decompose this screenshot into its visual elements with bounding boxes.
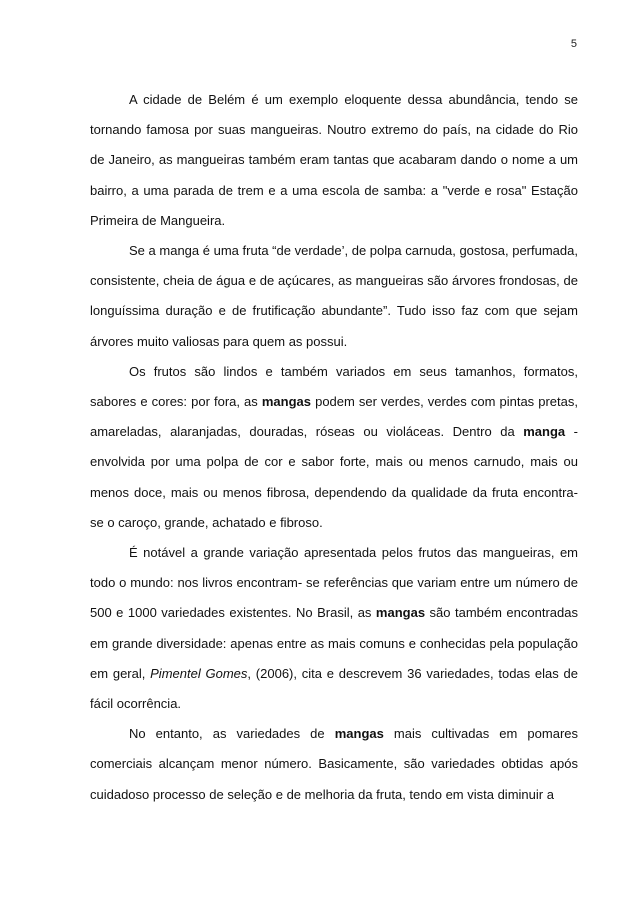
text-run: É notável a grande variação apresentada pelos frutos das mangueiras, em todo o mundo: nos livros encontram- se referências que variam entre um número de 500 e 1000 variedades existentes. No Brasil, as	[90, 545, 578, 621]
text-run: são também encontradas em grande diversidade: apenas entre as mais comuns e conhecidas pela população em geral,	[90, 605, 578, 681]
bold-term: mangas	[261, 394, 312, 410]
text-run: No entanto, as variedades de	[129, 726, 335, 742]
text-run: podem ser verdes, verdes com pintas pretas, amareladas, alaranjadas, douradas, róseas ou violáceas. Dentro da	[90, 394, 578, 440]
bold-term: mangas	[375, 605, 426, 621]
paragraph	[90, 719, 578, 810]
text-run: Se a manga é uma fruta “de verdade’, de polpa carnuda, gostosa, perfumada, consistente, cheia de água e de açúcares, as mangueiras são árvores frondosas, de longuíssima duração e de frutificação abundante”. Tudo isso faz com que sejam árvores muito valiosas para quem as possui.	[90, 243, 578, 349]
text-run: mais cultivadas em pomares comerciais alcançam menor número. Basicamente, são variedades obtidas após cuidadoso processo de seleção e de melhoria da fruta, tendo em vista diminuir a	[90, 726, 579, 802]
paragraph	[90, 538, 578, 719]
text-run: - envolvida por uma polpa de cor e sabor forte, mais ou menos carnudo, mais ou menos doce, mais ou menos fibrosa, dependendo da qualidade da fruta encontra- se o caroço, grande, achatado e fibroso.	[90, 424, 578, 530]
bold-term: manga	[523, 424, 566, 440]
body-text	[90, 85, 578, 810]
paragraph	[90, 85, 578, 236]
text-run: Os frutos são lindos e também variados em seus tamanhos, formatos, sabores e cores: por fora, as	[90, 363, 578, 410]
page-number: 5	[570, 38, 577, 50]
italic-author-name: Pimentel Gomes	[150, 665, 248, 681]
paragraph	[90, 236, 578, 357]
text-run: , (2006), cita e descrevem 36 variedades, todas elas de fácil ocorrência.	[90, 665, 579, 712]
text-run: A cidade de Belém é um exemplo eloquente dessa abundância, tendo se tornando famosa por suas mangueiras. Noutro extremo do país, na cidade do Rio de Janeiro, as mangueiras também eram tantas que acabaram dando o nome a um bairro, a uma parada de trem e a uma escola de samba: a "verde e rosa" Estação Primeira de Mangueira.	[90, 92, 578, 228]
paragraph	[90, 357, 578, 538]
bold-term: mangas	[334, 726, 384, 742]
